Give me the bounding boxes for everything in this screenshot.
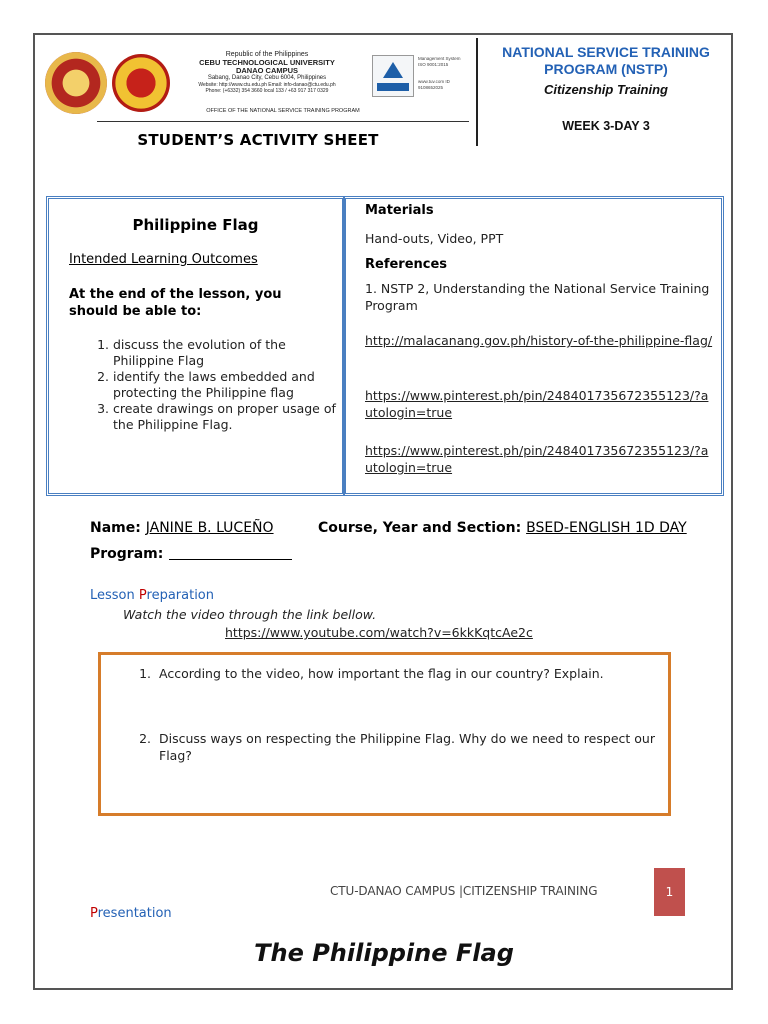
address-line: Sabang, Danao City, Cebu 6004, Philippines	[207, 75, 327, 81]
course-value: BSED-ENGLISH 1D DAY	[526, 520, 687, 536]
nstp-seal-logo	[112, 54, 170, 112]
outcome-item: 3. create drawings on proper usage of the Philippine Flag.	[113, 401, 341, 433]
page-number-badge: 1	[654, 868, 685, 916]
reference-link[interactable]: http://malacanang.gov.ph/history-of-the-philippine-flag/	[365, 333, 713, 348]
course-label: Course, Year and Section:	[318, 520, 522, 536]
phone-line: Phone: (+6332) 354 3660 local 133 / +63 917 317 0329	[205, 88, 329, 94]
program-row	[90, 545, 292, 562]
name-label: Name:	[90, 520, 141, 536]
materials-text: Hand-outs, Video, PPT	[365, 231, 504, 246]
heading-part: Lesson	[90, 588, 139, 603]
ilo-intro: At the end of the lesson, you should be able to:	[69, 287, 282, 319]
header-vertical-divider	[476, 38, 478, 146]
course-row	[318, 520, 687, 536]
ctu-seal-logo	[45, 52, 107, 114]
reference-item: 1. NSTP 2, Understanding the National Service Training Program	[365, 281, 710, 313]
header-divider	[97, 121, 469, 122]
heading-initial: P	[138, 588, 147, 603]
cert-id: www.tuv.com ID 9108652025	[418, 79, 450, 90]
certification-text	[418, 56, 466, 90]
program-blank-line	[169, 545, 292, 560]
questions-list	[101, 665, 655, 764]
outcome-item: 1. discuss the evolution of the Philippine Flag	[113, 337, 341, 369]
video-instruction: Watch the video through the link bellow.	[123, 607, 377, 622]
reference-link[interactable]: https://www.pinterest.ph/pin/248401735672355123/?autologin=true	[365, 388, 709, 420]
question-item: 1. According to the video, how important the flag in our country? Explain.	[155, 665, 655, 682]
university-name: CEBU TECHNOLOGICAL UNIVERSITY	[199, 58, 335, 67]
university-header	[172, 51, 362, 94]
footer-campus-label: CTU-DANAO CAMPUS |CITIZENSHIP TRAINING	[330, 884, 598, 898]
questions-box	[98, 652, 671, 816]
ilo-heading: Intended Learning Outcomes	[69, 252, 258, 267]
materials-heading: Materials	[365, 203, 434, 218]
presentation-title: The Philippine Flag	[254, 939, 514, 967]
week-label: WEEK 3-DAY 3	[562, 119, 650, 133]
outcomes-list	[93, 337, 341, 433]
heading-initial: P	[90, 906, 98, 921]
office-name: OFFICE OF THE NATIONAL SERVICE TRAINING PROGRAM	[206, 108, 360, 114]
video-link[interactable]: https://www.youtube.com/watch?v=6kkKqtcAe2c	[225, 625, 533, 640]
lesson-outcomes-box	[46, 196, 345, 496]
nstp-subtitle: Citizenship Training	[544, 82, 668, 97]
nstp-title: NATIONAL SERVICE TRAINING PROGRAM (NSTP)	[502, 44, 710, 77]
presentation-heading	[90, 906, 172, 921]
heading-part: resentation	[97, 906, 172, 921]
republic-line: Republic of the Philippines	[225, 51, 309, 58]
campus-name: DANAO CAMPUS	[235, 66, 299, 75]
tuv-certification-icon	[372, 55, 414, 97]
page-border	[33, 33, 733, 990]
heading-part: reparation	[146, 588, 215, 603]
cert-iso: ISO 9001:2015	[418, 61, 449, 67]
website-line: Website: http://www.ctu.edu.ph Email: info-danao@ctu.edu.ph	[198, 82, 336, 88]
name-value: JANINE B. LUCEÑO	[145, 520, 274, 536]
cert-management-system: Management System	[418, 56, 461, 61]
question-item: 2. Discuss ways on respecting the Philippine Flag. Why do we need to respect our Flag?	[155, 730, 655, 764]
lesson-topic: Philippine Flag	[132, 216, 259, 234]
outcome-item: 2. identify the laws embedded and protecting the Philippine flag	[113, 369, 341, 401]
sheet-title: STUDENT’S ACTIVITY SHEET	[137, 131, 379, 149]
lesson-preparation-heading	[90, 588, 214, 603]
reference-link[interactable]: https://www.pinterest.ph/pin/248401735672355123/?autologin=true	[365, 443, 709, 475]
resources-box	[343, 196, 724, 496]
name-row	[90, 520, 274, 536]
references-heading: References	[365, 257, 448, 272]
program-label: Program:	[90, 546, 164, 562]
